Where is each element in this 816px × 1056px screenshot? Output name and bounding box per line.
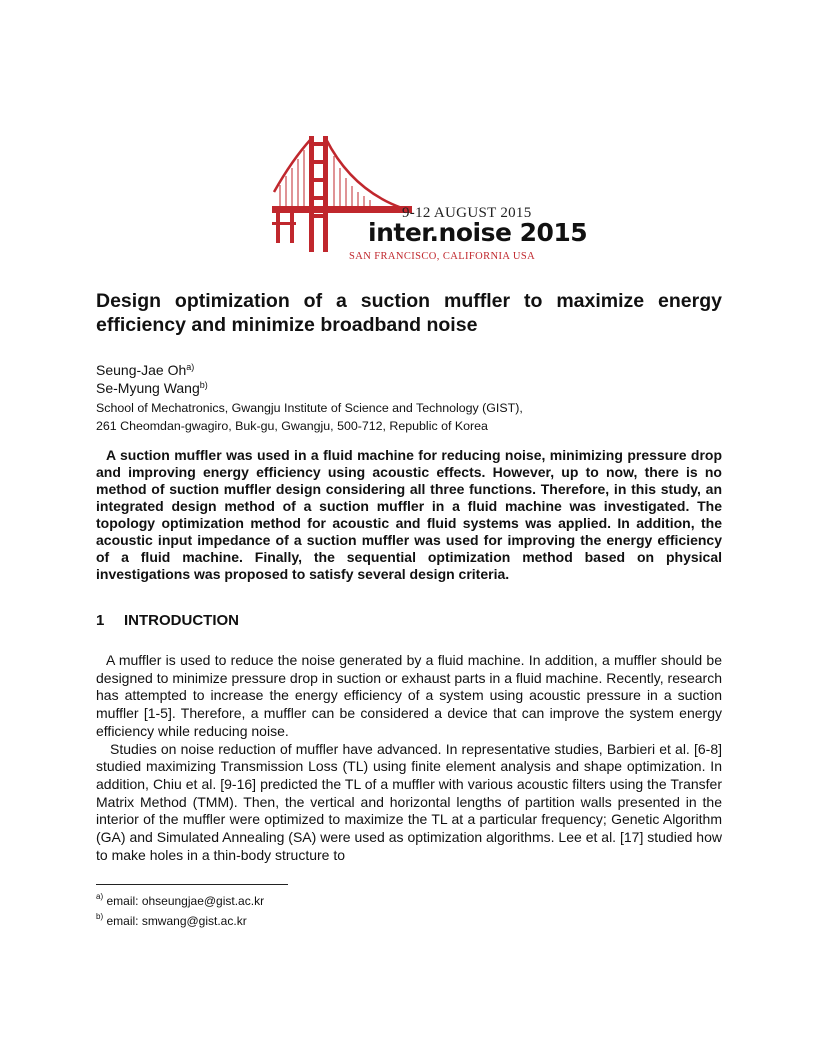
footnote bbox=[96, 890, 264, 910]
footnote bbox=[96, 910, 264, 930]
affiliation bbox=[96, 399, 523, 435]
conference-logo bbox=[272, 130, 588, 270]
section-heading bbox=[96, 612, 239, 629]
affiliation-line-2: 261 Cheomdan-gwagiro, Buk-gu, Gwangju, 500-712, Republic of Korea bbox=[96, 419, 488, 433]
author-name: Se-Myung Wang bbox=[96, 380, 200, 396]
footnote-text: email: smwang@gist.ac.kr bbox=[106, 913, 247, 928]
paragraph: A muffler is used to reduce the noise generated by a fluid machine. In addition, a muffler should be designed to minimize pressure drop in suction or exhaust parts in a fluid machine. Recently, research has attempted to increase the energy efficiency of a system using acoustic pressure in a suction muffler [1-5]. Therefore, a muffler can be considered a device that can improve the system energy efficiency while reducing noise. bbox=[96, 652, 722, 739]
footnote-mark: b) bbox=[96, 911, 104, 921]
footnote-text: email: ohseungjae@gist.ac.kr bbox=[106, 894, 265, 908]
affiliation-line-1: School of Mechatronics, Gwangju Institute of Science and Technology (GIST), bbox=[96, 401, 523, 415]
section-title: INTRODUCTION bbox=[124, 612, 239, 629]
footnote-mark: a) bbox=[96, 892, 104, 901]
section-number: 1 bbox=[96, 612, 105, 629]
author-mark: a) bbox=[186, 362, 195, 372]
author-list bbox=[96, 361, 208, 397]
conference-name: inter.noise 2015 bbox=[368, 218, 588, 247]
footnote-divider bbox=[96, 884, 288, 885]
author-2 bbox=[96, 379, 208, 397]
paper-title: Design optimization of a suction muffler to maximize energy efficiency and minimize broadband noise bbox=[96, 290, 722, 336]
golden-gate-bridge-icon bbox=[272, 130, 552, 270]
author-name: Seung-Jae Oh bbox=[96, 362, 187, 378]
author-1 bbox=[96, 361, 208, 379]
abstract: A suction muffler was used in a fluid machine for reducing noise, minimizing pressure drop and improving energy efficiency using acoustic effects. However, up to now, there is no method of suction muffler design considering all three functions. Therefore, in this study, an integrated design method of a suction muffler in a fluid machine was investigated. The topology optimization method for acoustic and fluid systems was applied. In addition, the acoustic input impedance of a suction muffler was used for improving the energy efficiency of a fluid machine. Finally, the sequential optimization method based on physical investigations was proposed to satisfy several design criteria. bbox=[96, 447, 722, 582]
conference-date: 9-12 AUGUST 2015 bbox=[402, 205, 532, 221]
footnotes bbox=[96, 890, 264, 929]
author-mark: b) bbox=[199, 380, 208, 390]
paragraph: Studies on noise reduction of muffler have advanced. In representative studies, Barbieri et al. [6-8] studied maximizing Transmission Loss (TL) using finite element analysis and shape optimization. In addition, Chiu et al. [9-16] predicted the TL of a muffler with various acoustic filters using the Transfer Matrix Method (TMM). Then, the vertical and horizontal lengths of partition walls presented in the interior of the muffler were optimized to maximize the TL at a particular frequency; Genetic Algorithm (GA) and Simulated Annealing (SA) were used as optimization algorithms. Lee et al. [17] studied how to make holes in a thin-body structure to bbox=[96, 740, 722, 863]
conference-location: SAN FRANCISCO, CALIFORNIA USA bbox=[349, 251, 536, 262]
body-text bbox=[96, 652, 722, 864]
